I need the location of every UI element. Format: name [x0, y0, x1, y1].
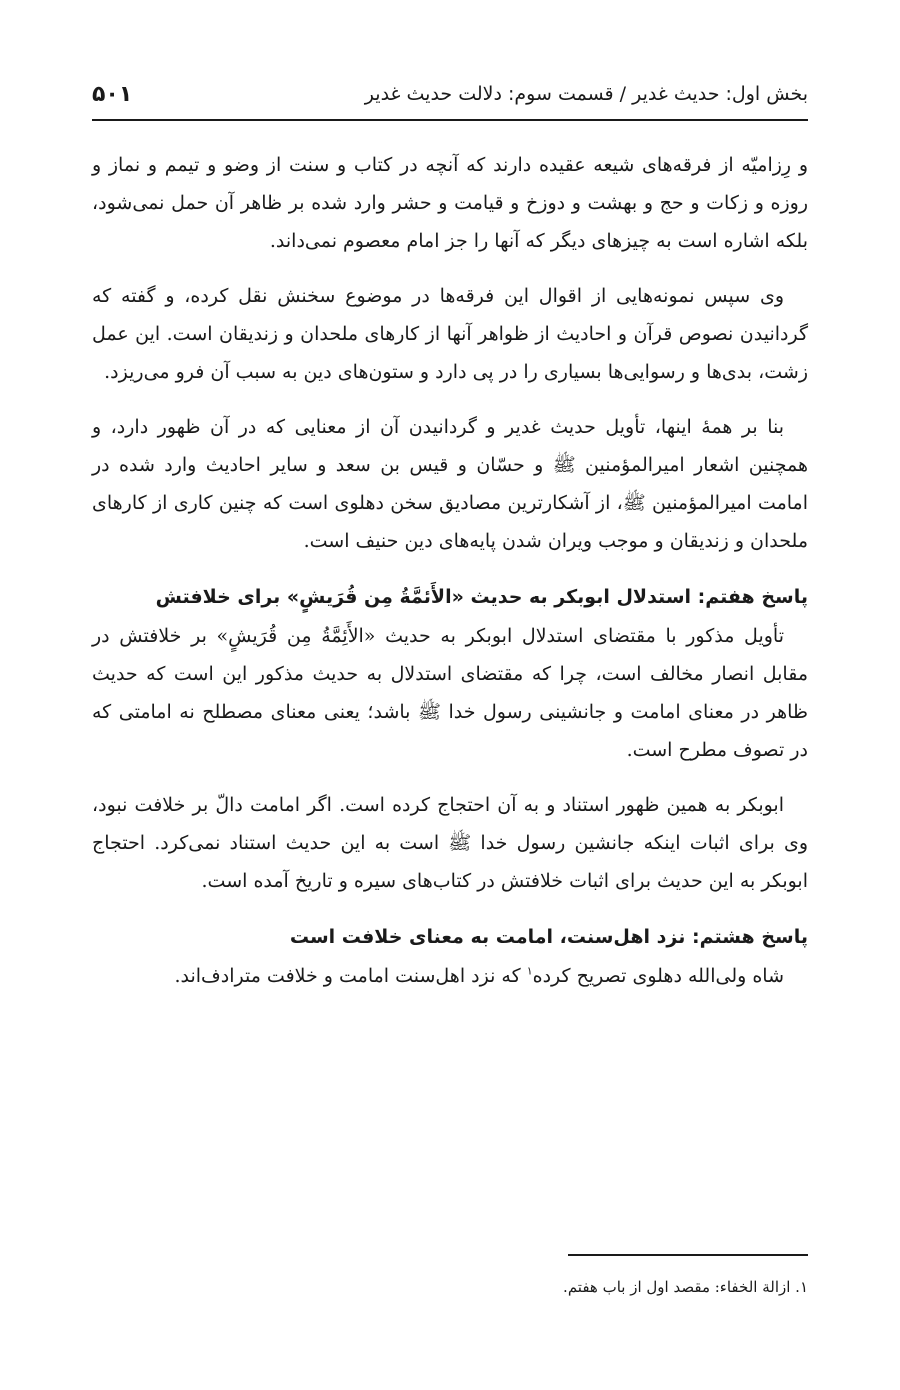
running-header: [92, 74, 808, 114]
paragraph-text-start: شاه ولی‌الله دهلوی تصریح کرده: [532, 965, 784, 987]
section-heading-7: پاسخ هفتم: استدلال ابوبکر به حدیث «الأَئمَّةُ مِن قُرَیشٍ» برای خلافتش: [155, 586, 808, 608]
paragraph-with-footnote: [92, 957, 808, 995]
footnote-reference[interactable]: ۱: [526, 964, 533, 978]
paragraph: و رِزامیّه از فرقه‌های شیعه عقیده دارند که آنچه در کتاب و سنت از وضو و تیمم و نماز و روزه و زکات و حج و بهشت و دوزخ و قیامت و حشر وارد شده بر ظاهر آن حمل نمی‌شود، بلکه اشاره است به چیزهای دیگر که آنها را جز امام معصوم نمی‌داند.: [92, 154, 808, 252]
paragraph: تأویل مذکور با مقتضای استدلال ابوبکر به حدیث «الأَئِمَّةُ مِن قُرَیشٍ» بر خلافتش در مقابل انصار مخالف است، چرا که مقتضای استدلال به حدیث مذکور این است که حدیث ظاهر در معنای امامت و جانشینی رسول خدا ﷺ باشد؛ یعنی معنای مصطلح نه امامتی که در تصوف مطرح است.: [92, 625, 808, 761]
paragraph: ابوبکر به همین ظهور استناد و به آن احتجاج کرده است. اگر امامت دالّ بر خلافت نبود، وی برای اثبات اینکه جانشین رسول خدا ﷺ است به این حدیث استناد نمی‌کرد. احتجاج ابوبکر به این حدیث برای اثبات خلافتش در کتاب‌های سیره و تاریخ آمده است.: [92, 794, 808, 892]
paragraph-text-end: که نزد اهل‌سنت امامت و خلافت مترادف‌اند.: [174, 965, 527, 987]
paragraph: وی سپس نمونه‌هایی از اقوال این فرقه‌ها در موضوع سخنش نقل کرده، و گفته که گردانیدن نصوص قرآن و احادیث از ظواهر آنها از کارهای ملحدان و زندیقان است. این عمل زشت، بدی‌ها و رسوایی‌ها بسیاری را در پی دارد و ستون‌های دین به سبب آن فرو می‌ریزد.: [92, 285, 808, 383]
header-divider: [92, 119, 808, 121]
section-heading-8: پاسخ هشتم: نزد اهل‌سنت، امامت به معنای خلافت است: [289, 926, 808, 948]
paragraph: بنا بر همهٔ اینها، تأویل حدیث غدیر و گردانیدن آن از معنایی که در آن ظهور دارد، و همچنین اشعار امیرالمؤمنین ﷺ و حسّان و قیس بن سعد و سایر احادیث وارد شده در امامت امیرالمؤمنین ﷺ، از آشکارترین مصادیق سخن دهلوی است که چنین کاری از کارهای ملحدان و زندیقان و موجب ویران شدن پایه‌های دین حنیف است.: [92, 416, 808, 552]
book-page: [92, 0, 808, 1390]
body-text: [92, 146, 808, 1012]
running-header-title: بخش اول: حدیث غدیر / قسمت سوم: دلالت حدیث غدیر: [364, 83, 808, 105]
footnote: ۱. ازالة الخفاء: مقصد اول از باب هفتم.: [563, 1278, 808, 1296]
page-number: ۵۰۱: [92, 81, 133, 107]
footnote-divider: [568, 1254, 808, 1256]
